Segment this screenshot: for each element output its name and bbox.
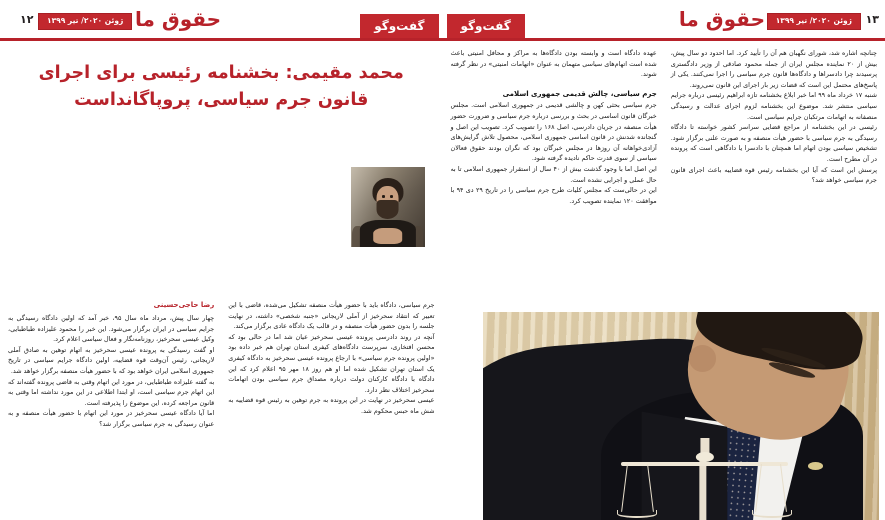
scales-string (647, 464, 654, 512)
issue-date-badge-right: ژوئن ۲۰۲۰/ تیر ۱۳۹۹ (38, 13, 132, 30)
article-headline: محمد مقیمی: بخشنامه رئیسی برای اجرای قانون جرم سیاسی، پروپاگانداست (38, 63, 404, 110)
paragraph: این در حالی‌ست که مجلس کلیات طرح جرم سیاسی را در تاریخ ۲۹ دی ۹۴ با موافقت ۱۲۰ نماینده تصویب کرد. (450, 186, 657, 205)
scales-string (621, 464, 628, 512)
portrait-hands (373, 228, 403, 244)
subheading-political-crime: جرم سیاسی، چالش قدیمی جمهوری اسلامی (502, 89, 657, 98)
issue-date-badge-left: ژوئن ۲۰۲۰/ تیر ۱۳۹۹ (767, 13, 861, 30)
judge-with-scales-photo (483, 312, 880, 520)
paragraph: شنبه ۱۷ خرداد ماه ۹۹ اما خبر ابلاغ بخشنامه تازه ابراهیم رئیسی درباره جرایم سیاسی منتشر شد. موضوع این بخشنامه لزوم اجرای عدالت و رسیدگی منصفانه به اتهامات مرتکبان جرایم سیاسی است. (670, 91, 878, 121)
right-masthead (0, 0, 443, 44)
scales-pan (752, 510, 792, 518)
paragraph: چنانچه اشاره شد، شورای نگهبان هم آن را تأیید کرد. اما احدود دو سال پیش، بیش از ۲۰ نماینده مجلس ایران از جمله محمود صادقی از وزیر دادگستری پرسیدند چرا دادسراها و دادگاه‌ها قانون جرم سیاسی را اجرا نمی‌کنند. یکی از پاسخ‌های محتمل این است که قضات زیر بار اجرای این قانون نمی‌روند. (670, 49, 877, 89)
portrait-eye (390, 195, 393, 198)
paragraph: عهده دادگاه است و وابسته بودن دادگاه‌ها به مراکز و محافل امنیتی باعث شده است اتهام‌های سیاسی متهمان به عنوان «اتهامات امنیتی» در نظر گرفته شوند. (450, 49, 657, 79)
scales-pan (617, 510, 657, 518)
scales-post (699, 457, 706, 520)
section-label-right: گفت‌وگو (360, 14, 438, 39)
scales-of-justice-icon (613, 437, 795, 520)
paragraph: این اصل اما با وجود گذشت بیش از ۴۰ سال از استقرار جمهوری اسلامی تا به حال عملی و اجرایی نشده است. (450, 164, 657, 184)
article-byline: رضا حاجی‌حسینی (153, 301, 215, 309)
right-page-column-2 (228, 300, 434, 514)
publication-title-right: حقوق ما (135, 7, 222, 31)
paragraph: پرسش این است که آیا این بخشنامه رئیس قوه قضاییه باعث اجرای قانون جرم سیاسی خواهد شد؟ (670, 165, 877, 185)
right-page-columns (8, 300, 435, 514)
masthead-rule-left (443, 38, 885, 41)
scales-string (755, 464, 762, 512)
headline-block (12, 52, 431, 130)
paragraph: جرم سیاسی بحثی کهن و چالشی قدیمی در جمهوری اسلامی است. مجلس خبرگان قانون اساسی در بحث و بررسی درباره جرم سیاسی و ضرورت حضور هیأت منصفه در جریان دادرسی، اصل ۱۶۸ را تصویب کرد. تصویب این اصل و گنجانده شدنش در قانون اساسی جمهوری اسلامی، محصول تلاش گرایش‌های آزادی‌خواهانه آن روزها در مجلس خبرگان بود که نگران بودند حقوق فعالان سیاسی از سوی قدرت حاکم نادیده گرفته شود. (450, 101, 657, 163)
scales-knob (695, 452, 713, 462)
paragraph: رئیسی در این بخشنامه از مراجع قضایی سراسر کشور خواسته تا دادگاه رسیدگی به جرم سیاسی با حضور هیأت منصفه و به صورت علنی برگزار شود. تشخیص سیاسی بودن اتهام اما همچنان با دادسرا یا دادگاهی است که پرونده در آن مطرح است. (670, 123, 877, 163)
section-label-left: گفت‌وگو (447, 14, 525, 39)
scales-string (780, 464, 787, 512)
page-number-right: ۱۲ (20, 13, 34, 26)
left-page (443, 0, 885, 520)
paragraph: جرم سیاسی، دادگاه باید با حضور هیأت منصفه تشکیل می‌شده، قاضی با این تعبیر که انتقاد سحرخیز از آملی لاریجانی «جنبه شخصی» داشته، در نهایت جلسه را بدون حضور هیأت منصفه و در قالب یک دادگاه عادی برگزار می‌کند. (228, 301, 435, 331)
paragraph: چهار سال پیش، مرداد ماه سال ۹۵، خبر آمد که اولین دادگاه رسیدگی به جرایم سیاسی در ایران برگزار می‌شود. این خبر را محمود علیزاده طباطبایی، وکیل عیسی سحرخیز، روزنامه‌نگار و فعال سیاسی اعلام کرد. (8, 314, 215, 344)
portrait-eye (382, 195, 385, 198)
publication-title-left: حقوق ما (678, 7, 765, 31)
portrait-beard (376, 200, 399, 219)
paragraph: به گفته علیزاده طباطبایی، در مورد این اتهام وقتی به قاضی پرونده گفته‌اند که این اتهام جرم سیاسی است، او ابتدا اطلاعی در این مورد نداشته اما وقتی به قانون مراجعه کرده، این موضوع را پذیرفته است. (8, 377, 215, 407)
right-page-column-1 (8, 300, 214, 514)
paragraph: آنچه در روند دادرسی پرونده عیسی سحرخیز عیان شد اما در حالی بود که محسن افتخاری، سرپرست دادگاه‌های کیفری استان تهران هم خبر داده بود «اولین پرونده جرم سیاسی» با ارجاع پرونده عیسی سحرخیز به دادگاه کیفری یک استان تهران تشکیل شده اما او هم روز ۱۸ مهر ۹۵ اعلام کرد که این دادگاه با دادگاه کارکنان دولت درباره مصداق جرم سیاسی بودن اتهامات سحرخیز اختلاف نظر دارد. (228, 332, 435, 394)
left-masthead (443, 0, 885, 44)
paragraph: اما آیا دادگاه عیسی سحرخیز در مورد این اتهام با حضور هیأت منصفه و به عنوان رسیدگی به جرم سیاسی برگزار شد؟ (8, 409, 215, 428)
masthead-rule-right (0, 38, 443, 41)
interviewee-portrait (351, 167, 425, 247)
paragraph: او گفت رسیدگی به پرونده عیسی سحرخیز به اتهام توهین به صادق آملی لاریجانی، رئیس آن‌وقت قوه قضاییه، اولین دادگاه جرایم سیاسی در تاریخ جمهوری اسلامی ایران خواهد بود که با حضور هیأت منصفه برگزار خواهد شد. (8, 345, 215, 375)
page-number-left: ۱۳ (865, 13, 879, 26)
scales-beam (621, 462, 789, 466)
paragraph: عیسی سحرخیز در نهایت در این پرونده به جرم توهین به رئیس قوه قضاییه به شش ماه حبس محکوم شد. (228, 396, 435, 415)
